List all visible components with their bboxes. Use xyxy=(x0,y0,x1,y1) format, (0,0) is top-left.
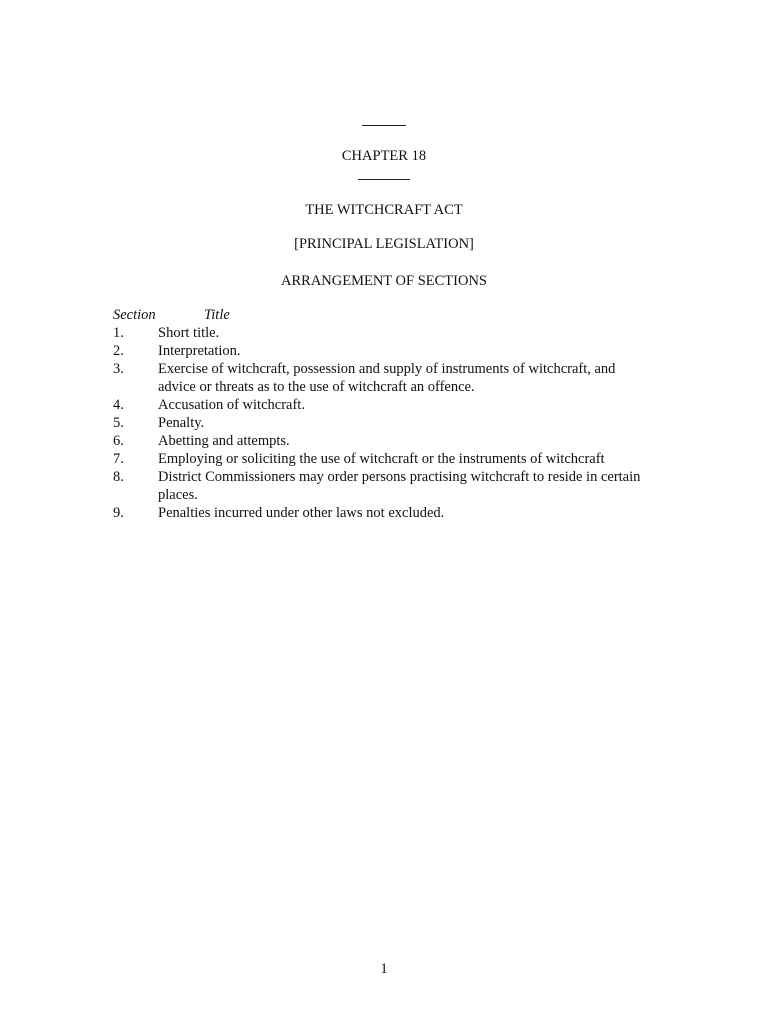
list-item xyxy=(113,450,653,468)
list-item xyxy=(113,396,653,414)
list-item xyxy=(113,468,653,504)
list-item xyxy=(113,414,653,432)
legislation-type: [PRINCIPAL LEGISLATION] xyxy=(294,236,474,252)
section-number: 7. xyxy=(113,451,124,467)
list-item xyxy=(113,324,653,342)
section-title: Accusation of witchcraft. xyxy=(158,397,305,413)
page-number: 1 xyxy=(380,961,388,977)
section-number: 5. xyxy=(113,415,124,431)
section-title: Abetting and attempts. xyxy=(158,433,290,449)
section-title: Exercise of witchcraft, possession and supply of instruments of witchcraft, and advice or threats as to the use of witchcraft an offence. xyxy=(158,361,616,395)
section-title: Employing or soliciting the use of witchcraft or the instruments of witchcraft xyxy=(158,451,605,467)
list-item xyxy=(113,342,653,360)
list-item xyxy=(113,504,653,522)
chapter-rule xyxy=(358,179,410,180)
section-title: Penalty. xyxy=(158,415,205,431)
section-title: District Commissioners may order persons practising witchcraft to reside in certain places. xyxy=(158,469,641,503)
list-item xyxy=(113,432,653,450)
section-title: Interpretation. xyxy=(158,343,241,359)
section-number: 8. xyxy=(113,469,124,485)
list-item xyxy=(113,360,653,396)
chapter-heading: CHAPTER 18 xyxy=(341,148,427,164)
arrangement-heading: ARRANGEMENT OF SECTIONS xyxy=(281,273,487,289)
section-title: Short title. xyxy=(158,325,220,341)
toc-column-header xyxy=(113,306,230,324)
section-title: Penalties incurred under other laws not excluded. xyxy=(158,505,445,521)
section-number: 1. xyxy=(113,325,124,341)
section-number: 9. xyxy=(113,505,124,521)
column-section-label: Section xyxy=(113,307,156,323)
section-number: 6. xyxy=(113,433,124,449)
act-title: THE WITCHCRAFT ACT xyxy=(305,202,463,218)
sections-list xyxy=(113,324,653,522)
top-rule xyxy=(362,125,406,126)
section-number: 4. xyxy=(113,397,124,413)
column-title-label: Title xyxy=(204,307,230,323)
section-number: 3. xyxy=(113,361,124,377)
section-number: 2. xyxy=(113,343,124,359)
